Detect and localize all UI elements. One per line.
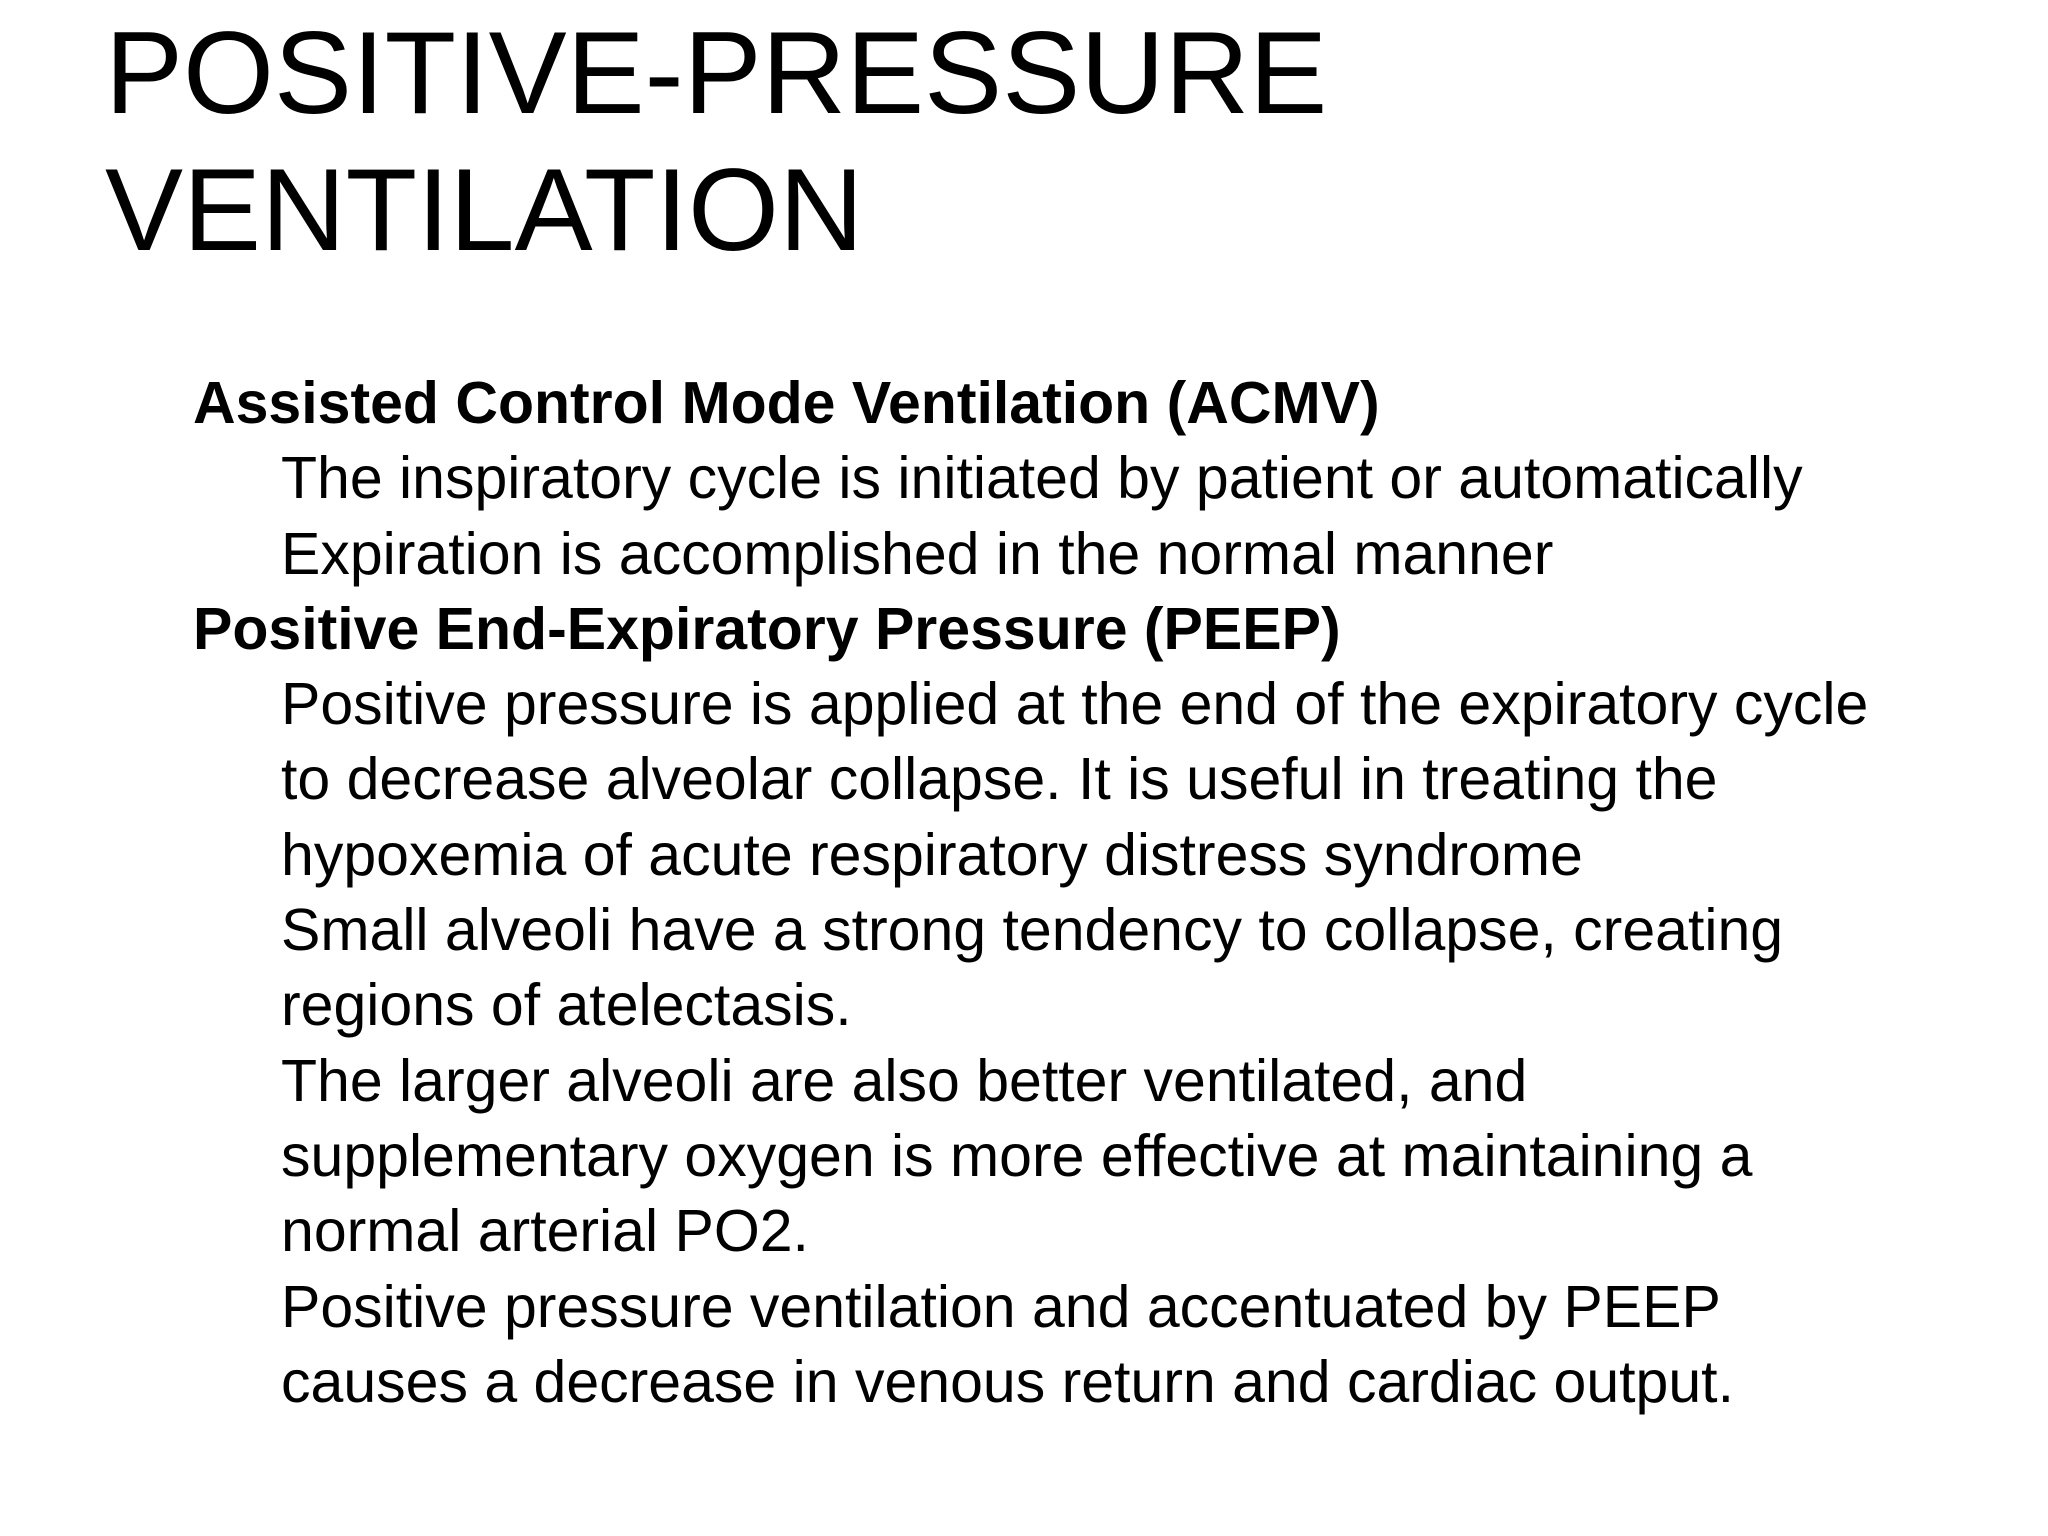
bullet-line: The inspiratory cycle is initiated by patient or automatically — [281, 445, 1803, 512]
section-heading: Assisted Control Mode Ventilation (ACMV) — [193, 370, 1380, 436]
bullet-line: hypoxemia of acute respiratory distress syndrome — [281, 821, 1583, 888]
bullet-line: regions of atelectasis. — [281, 972, 852, 1039]
bullet-item — [193, 517, 2023, 592]
bullet-line: supplementary oxygen is more effective at maintaining a — [281, 1122, 1753, 1189]
bullet-item — [193, 1270, 2023, 1421]
slide-title-line: VENTILATION — [105, 144, 864, 275]
slide-title-line: POSITIVE-PRESSURE — [105, 7, 1328, 138]
section-peep — [193, 592, 2023, 1420]
slide-title — [105, 4, 2005, 278]
bullet-line: Expiration is accomplished in the normal manner — [281, 520, 1554, 587]
bullet-line: causes a decrease in venous return and cardiac output. — [281, 1348, 1734, 1415]
bullet-item — [193, 441, 2023, 516]
bullet-line: Small alveoli have a strong tendency to collapse, creating — [281, 897, 1784, 964]
bullet-item — [193, 1044, 2023, 1270]
section-acmv — [193, 366, 2023, 592]
bullet-line: Positive pressure is applied at the end of the expiratory cycle — [281, 671, 1869, 738]
bullet-item — [193, 893, 2023, 1044]
bullet-item — [193, 667, 2023, 893]
bullet-line: normal arterial PO2. — [281, 1198, 809, 1265]
bullet-line: to decrease alveolar collapse. It is useful in treating the — [281, 746, 1718, 813]
bullet-line: The larger alveoli are also better ventilated, and — [281, 1047, 1528, 1114]
section-heading: Positive End-Expiratory Pressure (PEEP) — [193, 595, 1341, 662]
slide-body — [193, 366, 2023, 1420]
bullet-line: Positive pressure ventilation and accentuated by PEEP — [281, 1273, 1721, 1340]
